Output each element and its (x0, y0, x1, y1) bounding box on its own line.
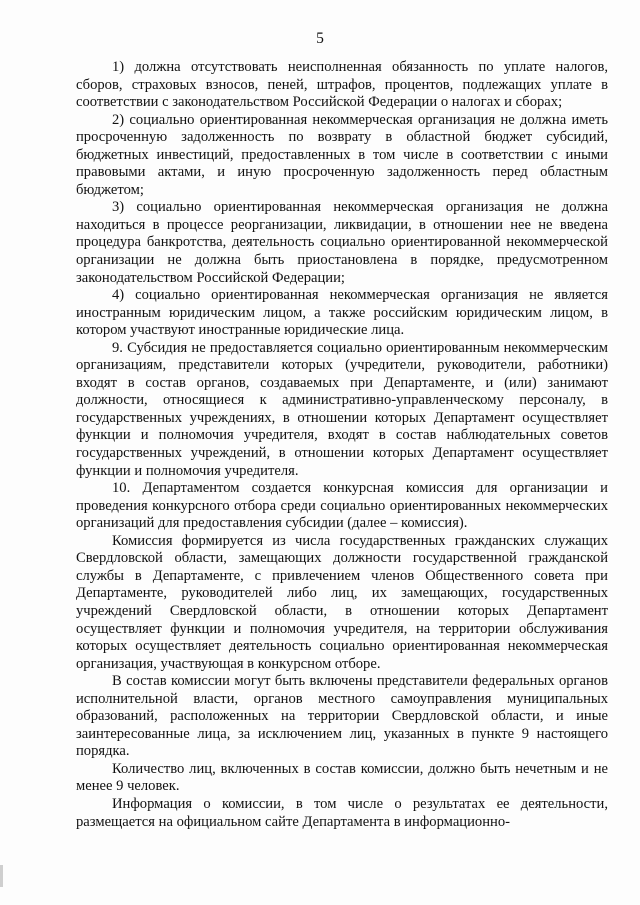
paragraph-clause-10: 10. Департаментом создается конкурсная комиссия для организации и проведения конкурсного отбора среди социально ориентированных некоммерческих организаций для предоставления субсидии (далее – комиссия). (76, 480, 608, 532)
paragraph-commission-info: Информация о комиссии, в том числе о результатах ее деятельности, размещается на официальном сайте Департамента в информационно- (76, 795, 608, 830)
document-body (76, 59, 608, 831)
paragraph-commission-members: В состав комиссии могут быть включены представители федеральных органов исполнительной власти, органов местного самоуправления муниципальных образований, расположенных на территории Свердловской области, и иные заинтересованные лица, за исключением лиц, указанных в пункте 9 настоящего порядка. (76, 673, 608, 760)
paragraph-commission-formation: Комиссия формируется из числа государственных гражданских служащих Свердловской области, замещающих должности государственной гражданской службы в Департаменте, с привлечением членов Общественного совета при Департаменте, руководителей либо лиц, их замещающих, государственных учреждений Свердловской области, в отношении которых Департамент осуществляет функции и полномочия учредителя, на территории обслуживания которых осуществляет деятельность социально ориентированная некоммерческая организация, участвующая в конкурсном отборе. (76, 532, 608, 672)
paragraph-clause-9: 9. Субсидия не предоставляется социально ориентированным некоммерческим организациям, представители которых (учредители, руководители, работники) входят в состав органов, создаваемых при Департаменте, и (или) занимают должности, относящиеся к административно-управленческому персоналу, в государственных учреждениях, в отношении которых Департамент осуществляет функции и полномочия учредителя, входят в состав наблюдательных советов государственных учреждений, в отношении которых Департамент осуществляет функции и полномочия учредителя. (76, 339, 608, 479)
page-number: 5 (316, 30, 324, 47)
paragraph-commission-count: Количество лиц, включенных в состав комиссии, должно быть нечетным и не менее 9 человек. (76, 760, 608, 795)
paragraph-item-1: 1) должна отсутствовать неисполненная обязанность по уплате налогов, сборов, страховых взносов, пеней, штрафов, процентов, подлежащих уплате в соответствии с законодательством Российской Федерации о налогах и сборах; (76, 59, 608, 111)
paragraph-item-2: 2) социально ориентированная некоммерческая организация не должна иметь просроченную задолженность по возврату в областной бюджет субсидий, бюджетных инвестиций, предоставленных в том числе в соответствии с иными правовыми актами, и иную просроченную задолженность перед областным бюджетом; (76, 111, 608, 198)
paragraph-item-3: 3) социально ориентированная некоммерческая организация не должна находиться в процессе реорганизации, ликвидации, в отношении нее не введена процедура банкротства, деятельность социально ориентированной некоммерческой организации не должна быть приостановлена в порядке, предусмотренном законодательством Российской Федерации; (76, 199, 608, 286)
paragraph-item-4: 4) социально ориентированная некоммерческая организация не является иностранным юридическим лицом, а также российским юридическим лицом, в котором участвуют иностранные юридические лица. (76, 287, 608, 339)
scan-edge-mark (0, 865, 3, 887)
